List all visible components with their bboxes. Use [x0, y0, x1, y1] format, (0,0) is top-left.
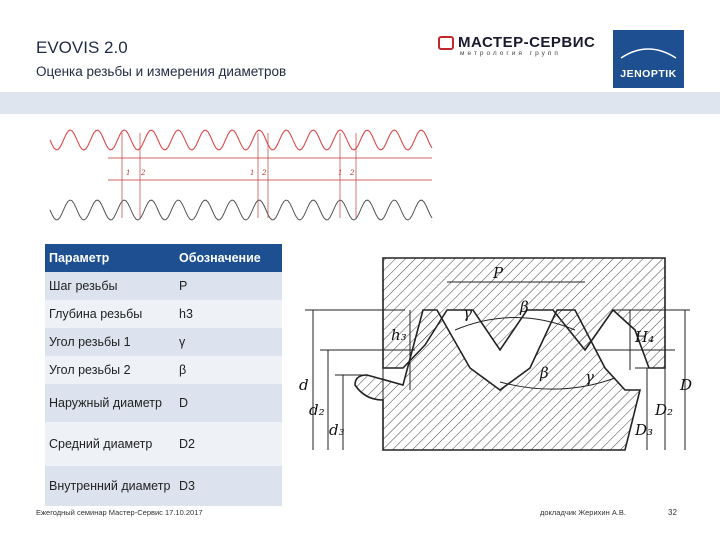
profile-label: 2	[350, 169, 355, 177]
header-param: Параметр	[45, 244, 175, 272]
label-D: D	[680, 376, 693, 394]
profile-bottom-wave	[50, 200, 432, 220]
profile-marker-labels	[126, 169, 355, 177]
jenoptik-name: JENOPTIK	[620, 68, 677, 80]
parameter-table	[45, 244, 282, 506]
master-service-logo	[438, 34, 596, 58]
label-d2: d₂	[309, 401, 325, 419]
label-D2: D₂	[655, 401, 674, 419]
profile-label: 2	[141, 169, 146, 177]
table-row	[45, 356, 282, 384]
jenoptik-arc-icon	[613, 36, 684, 66]
label-D3: D₃	[635, 421, 654, 439]
master-service-name: МАСТЕР-СЕРВИС	[458, 34, 596, 51]
label-h3: h₃	[391, 326, 407, 344]
table-row	[45, 328, 282, 356]
label-H4: H₄	[635, 328, 655, 346]
param-cell: Средний диаметр	[45, 422, 175, 466]
table-row	[45, 272, 282, 300]
jenoptik-logo	[613, 30, 684, 88]
table-row	[45, 422, 282, 466]
table-row	[45, 300, 282, 328]
table-row	[45, 466, 282, 506]
footer-speaker: докладчик Жерихин А.В.	[540, 508, 627, 517]
header-band	[0, 92, 720, 114]
profile-graph	[40, 118, 440, 228]
label-beta-top: β	[520, 298, 529, 316]
param-cell: Наружный диаметр	[45, 384, 175, 422]
slide-title: EVOVIS 2.0	[36, 38, 128, 57]
page-number: 32	[668, 508, 677, 517]
profile-label: 1	[126, 169, 131, 177]
symbol-cell: β	[175, 356, 282, 384]
param-cell: Угол резьбы 2	[45, 356, 175, 384]
symbol-cell: h3	[175, 300, 282, 328]
label-gamma-bottom: γ	[585, 368, 594, 386]
param-cell: Глубина резьбы	[45, 300, 175, 328]
param-cell: Шаг резьбы	[45, 272, 175, 300]
symbol-cell: D3	[175, 466, 282, 506]
param-cell: Внутренний диаметр	[45, 466, 175, 506]
symbol-cell: D2	[175, 422, 282, 466]
footer-seminar: Ежегодный семинар Мастер-Сервис 17.10.2017	[36, 508, 203, 517]
profile-label: 1	[338, 169, 343, 177]
symbol-cell: P	[175, 272, 282, 300]
table-row	[45, 384, 282, 422]
symbol-cell: D	[175, 384, 282, 422]
slide-subtitle: Оценка резьбы и измерения диаметров	[36, 64, 287, 79]
thread-diagram	[295, 250, 695, 465]
label-P: P	[493, 264, 504, 282]
master-service-tagline: метрология групп	[460, 50, 561, 57]
label-d: d	[299, 376, 309, 394]
label-beta-bottom: β	[540, 364, 549, 382]
label-d3: d₃	[329, 421, 345, 439]
profile-label: 2	[262, 169, 267, 177]
profile-top-wave	[50, 130, 432, 150]
master-service-mark-icon	[438, 36, 454, 50]
param-cell: Угол резьбы 1	[45, 328, 175, 356]
symbol-cell: γ	[175, 328, 282, 356]
profile-markers	[122, 133, 356, 218]
header-symbol: Обозначение	[175, 244, 282, 272]
label-gamma-top: γ	[463, 304, 472, 322]
table-header-row	[45, 244, 282, 272]
profile-label: 1	[250, 169, 255, 177]
